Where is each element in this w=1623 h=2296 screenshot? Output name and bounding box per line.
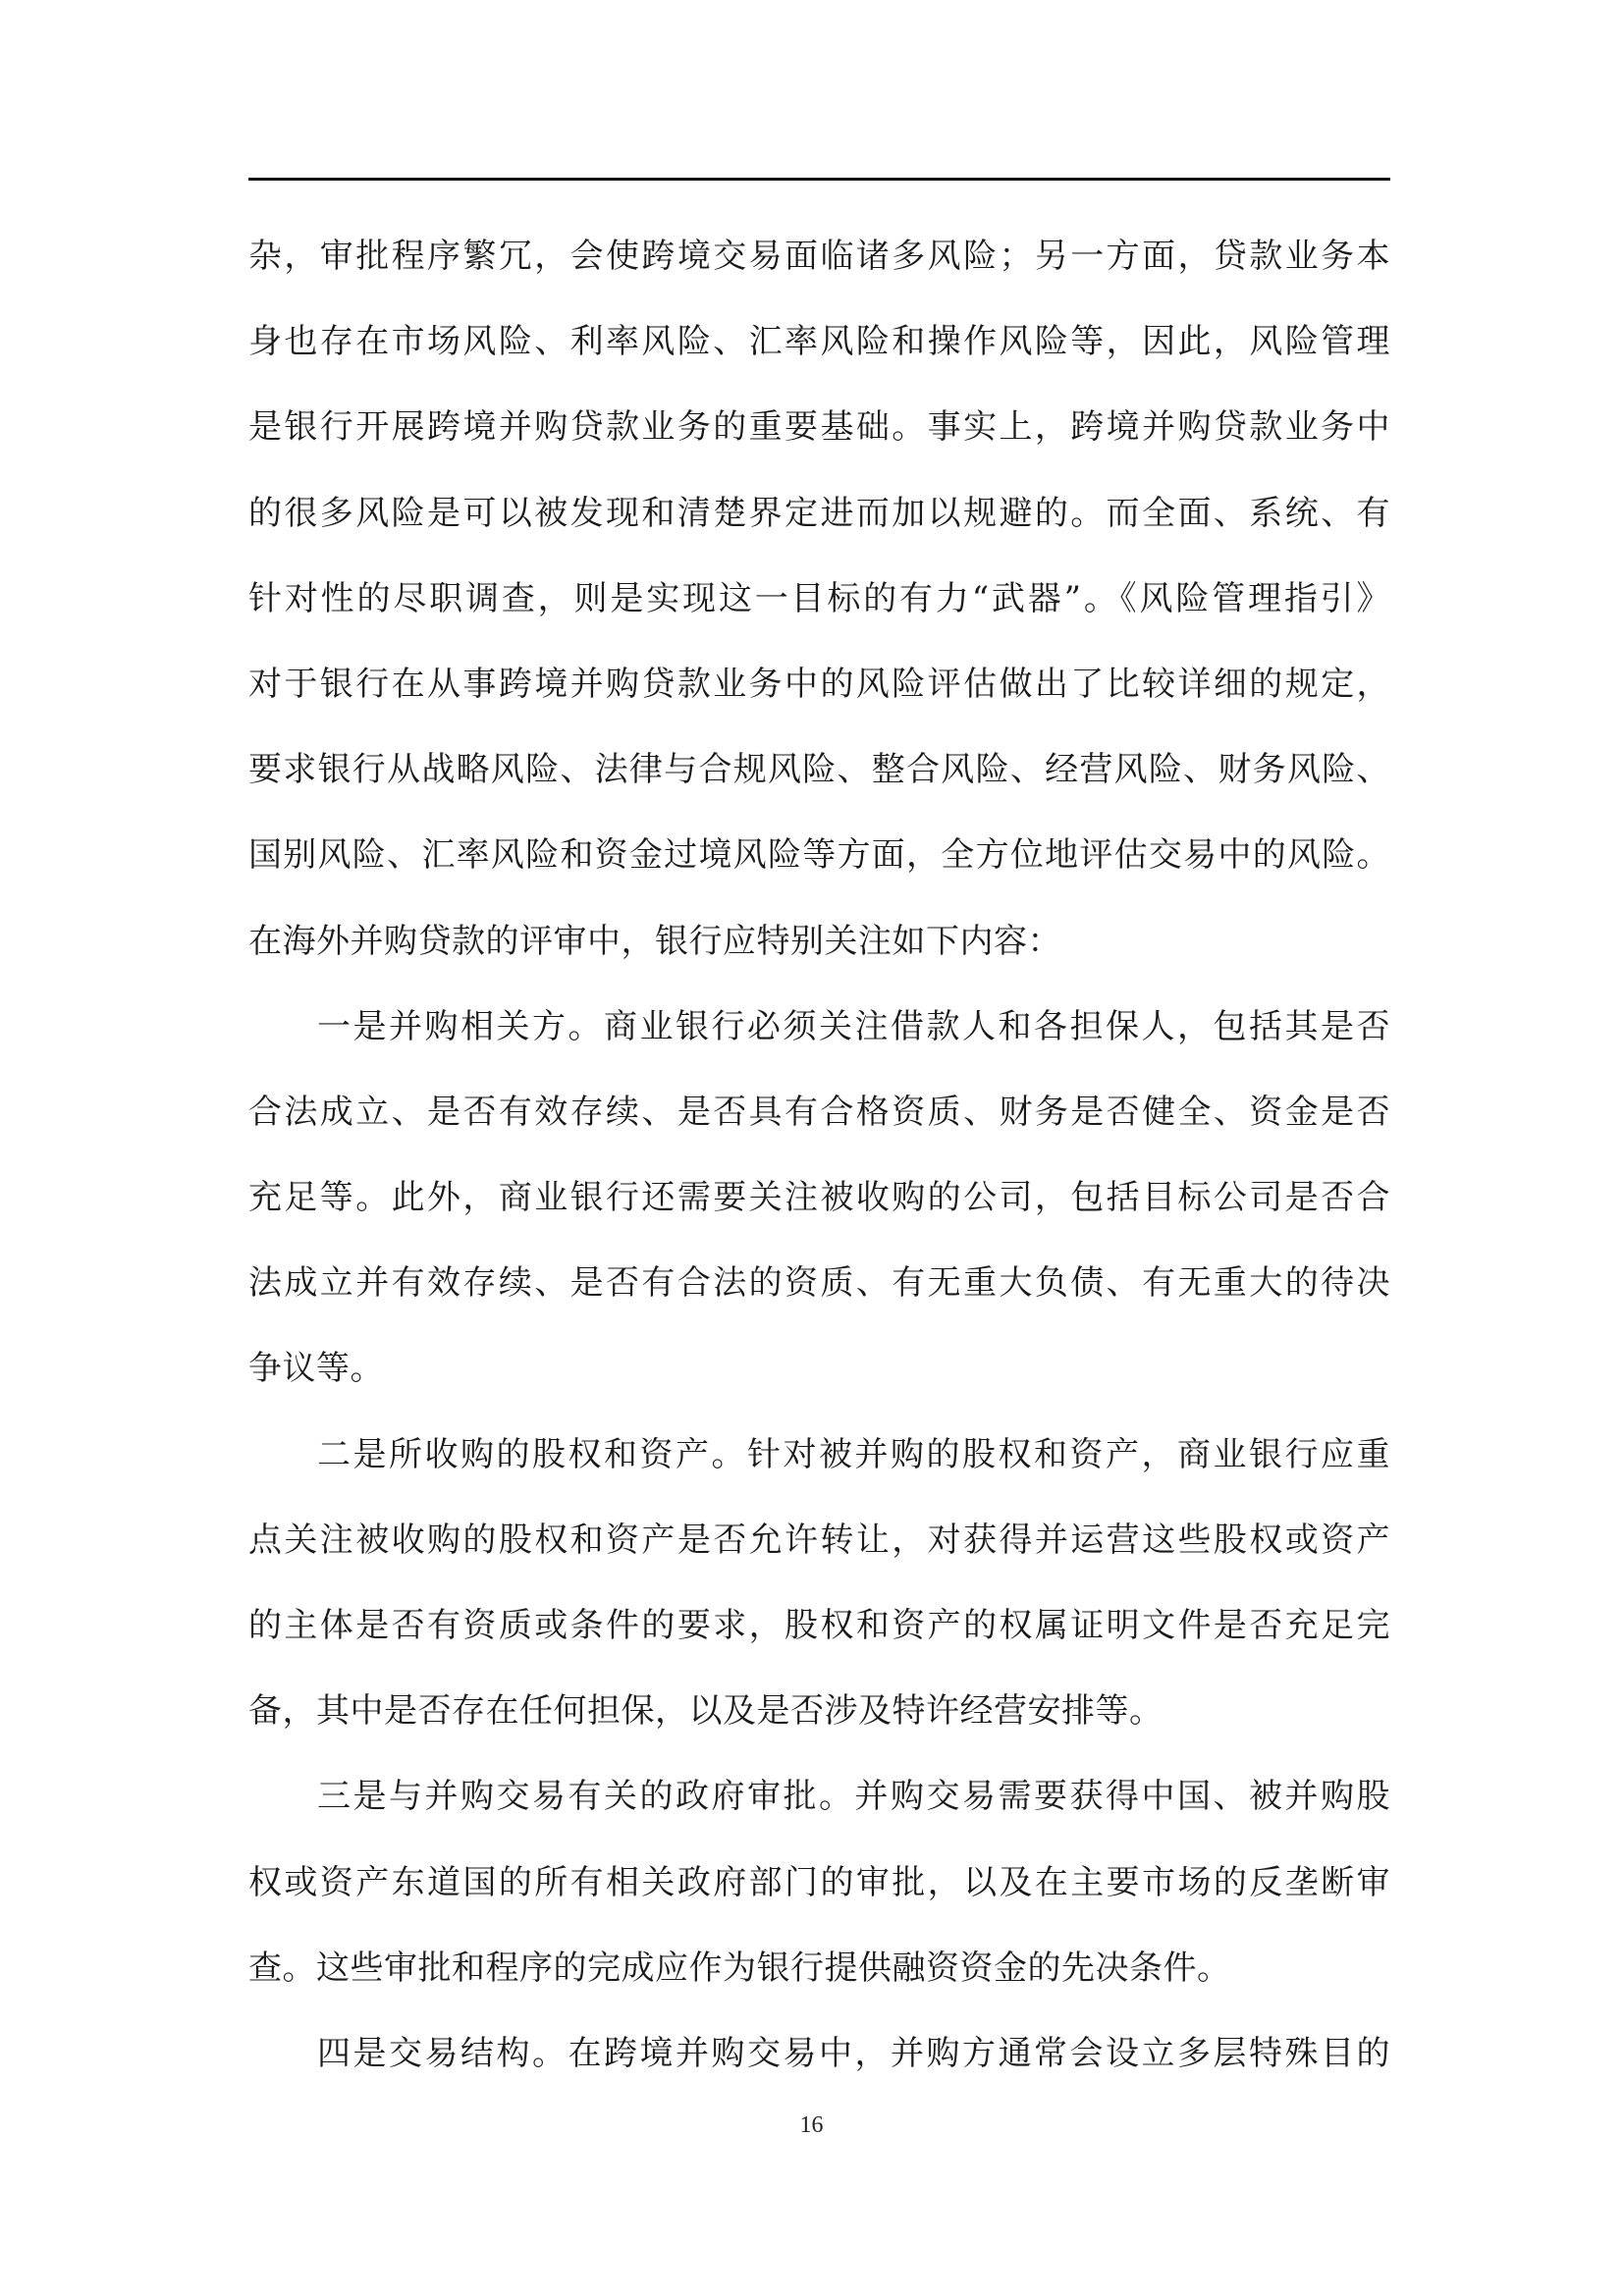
text-line: 的主体是否有资质或条件的要求，股权和资产的权属证明文件是否充足完 [248,1606,1390,1645]
text-line: 在海外并购贷款的评审中，银行应特别关注如下内容： [248,921,1061,961]
paragraph-3 [248,1413,1390,1755]
paragraph-4 [248,1754,1390,2011]
header-rule [248,178,1390,181]
text-line: 一是并购相关方。商业银行必须关注借款人和各担保人，包括其是否 [317,1006,1390,1046]
text-line: 对于银行在从事跨境并购贷款业务中的风险评估做出了比较详细的规定， [248,664,1390,704]
text-line: 四是交易结构。在跨境并购交易中，并购方通常会设立多层特殊目的 [317,2033,1390,2073]
text-line: 争议等。 [248,1349,384,1389]
text-line: 查。这些审批和程序的完成应作为银行提供融资资金的先决条件。 [248,1948,1231,1988]
text-line: 是银行开展跨境并购贷款业务的重要基础。事实上，跨境并购贷款业务中 [248,407,1390,448]
paragraph-1 [248,214,1390,985]
text-line: 国别风险、汇率风险和资金过境风险等方面，全方位地评估交易中的风险。 [248,835,1390,876]
page-number: 16 [799,2112,824,2138]
paragraph-2 [248,985,1390,1413]
text-line: 杂，审批程序繁冗，会使跨境交易面临诸多风险；另一方面，贷款业务本 [248,237,1390,276]
paragraph-5 [248,2011,1390,2097]
text-line: 权或资产东道国的所有相关政府部门的审批，以及在主要市场的反垄断审 [248,1862,1390,1902]
text-line: 针对性的尽职调查，则是实现这一目标的有力“武器”。《风险管理指引》 [248,578,1390,618]
text-line: 点关注被收购的股权和资产是否允许转让，对获得并运营这些股权或资产 [248,1520,1390,1560]
text-line: 要求银行从战略风险、法律与合规风险、整合风险、经营风险、财务风险、 [248,750,1390,790]
text-line: 合法成立、是否有效存续、是否具有合格资质、财务是否健全、资金是否 [248,1092,1390,1132]
text-line: 三是与并购交易有关的政府审批。并购交易需要获得中国、被并购股 [317,1777,1390,1817]
text-line: 备，其中是否存在任何担保，以及是否涉及特许经营安排等。 [248,1691,1163,1732]
text-line: 身也存在市场风险、利率风险、汇率风险和操作风险等，因此，风险管理 [248,322,1390,362]
text-line: 的很多风险是可以被发现和清楚界定进而加以规避的。而全面、系统、有 [248,493,1390,533]
text-line: 法成立并有效存续、是否有合法的资质、有无重大负债、有无重大的待决 [248,1263,1390,1304]
body-text [248,214,1390,2097]
text-line: 二是所收购的股权和资产。针对被并购的股权和资产，商业银行应重 [317,1434,1390,1474]
text-line: 充足等。此外，商业银行还需要关注被收购的公司，包括目标公司是否合 [248,1178,1390,1218]
